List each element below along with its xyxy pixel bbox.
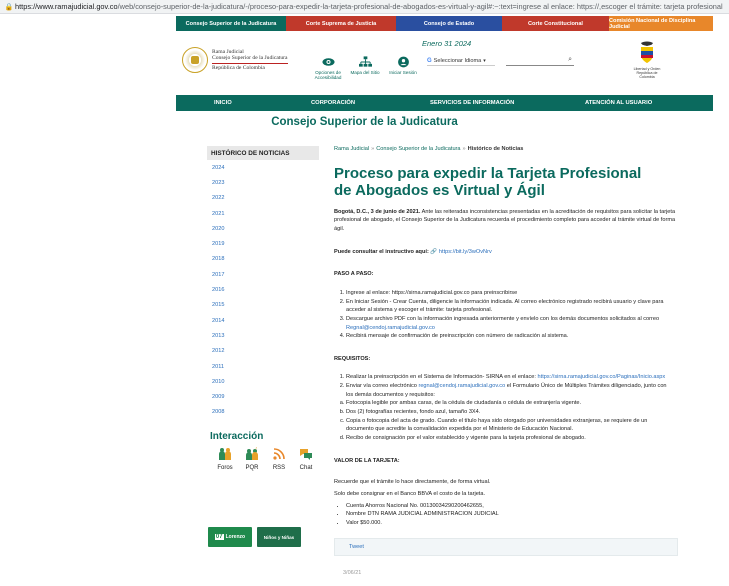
breadcrumb-separator-icon: » — [462, 146, 466, 152]
regnal-email-link[interactable]: regnal@cendoj.ramajudicial.gov.co — [418, 383, 506, 390]
logo-line-1: Rama Judicial — [212, 48, 244, 55]
list-item: c. Copia o fotocopia del acta de grado. Cuando el título haya sido otorgado por universidades extranjeras, se requiere de un documento que acredite la convalidación expedida por el Ministerio de Educación Nacional. — [346, 417, 674, 434]
breadcrumb-item-current: Histórico de Noticias — [467, 146, 524, 152]
language-selector[interactable] — [427, 57, 495, 66]
year-link[interactable]: 2014 — [212, 317, 225, 324]
user-icon — [397, 56, 410, 68]
sidebar-heading: HISTÓRICO DE NOTICIAS — [207, 146, 319, 160]
year-link[interactable]: 2017 — [212, 271, 225, 278]
search-icon[interactable]: ⌕ — [568, 56, 572, 63]
instructivo-line — [334, 248, 679, 257]
paso3-text: Descargue archivo PDF con la información ingresada anteriormente y envíelo con los demás documentos solicitados al correo — [346, 315, 660, 322]
year-link[interactable]: 2009 — [212, 394, 225, 401]
nav-atencion[interactable]: ATENCIÓN AL USUARIO — [585, 100, 653, 106]
valor-list — [334, 502, 674, 528]
breadcrumb-item-rama[interactable]: Rama Judicial — [334, 146, 370, 152]
topnav-item-comision-disciplina[interactable]: Comisión Nacional de Disciplina Judicial — [609, 16, 713, 31]
breadcrumb — [334, 146, 679, 156]
interaction-icons — [212, 447, 320, 471]
topnav-item-consejo-superior[interactable]: Consejo Superior de la Judicatura — [176, 16, 286, 31]
year-link[interactable]: 2021 — [212, 210, 225, 217]
requisitos-heading: REQUISITOS: — [334, 355, 371, 362]
sirna-link[interactable]: https://sirna.ramajudicial.gov.co/Paginas/Inicio.aspx — [537, 374, 666, 381]
rss-link[interactable] — [266, 447, 292, 471]
logo-line-2: Consejo Superior de la Judicatura — [212, 55, 288, 62]
interaction-heading: Interacción — [210, 431, 264, 442]
banner-ninos[interactable] — [257, 527, 301, 547]
accessibility-options[interactable] — [313, 56, 343, 80]
banner-lorenzo-label: Lorenzo — [225, 534, 246, 540]
list-item: a. Fotocopia legible por ambas caras, de la cédula de ciudadanía o cédula de extranjería vigente. — [346, 399, 674, 408]
lock-icon: 🔒 — [4, 3, 14, 11]
foros-label: Foros — [217, 465, 233, 471]
article-title: Proceso para expedir la Tarjeta Profesional de Abogados es Virtual y Ágil — [334, 165, 642, 199]
chat-label: Chat — [299, 465, 313, 471]
eye-icon — [322, 56, 335, 68]
nav-servicios[interactable]: SERVICIOS DE INFORMACIÓN — [430, 100, 515, 106]
url-host: https://www.ramajudicial.gov.co — [15, 2, 118, 11]
nav-inicio[interactable]: INICIO — [214, 100, 232, 106]
rss-icon — [272, 447, 286, 461]
req2-text-b: el Formulario Único de Múltiples Trámites diligenciado, junto con los demás documentos y requisitos: — [346, 383, 667, 398]
req2-text-a: Enviar vía correo electrónico — [346, 383, 419, 390]
valor-heading: VALOR DE LA TARJETA: — [334, 457, 400, 464]
year-link[interactable]: 2019 — [212, 241, 225, 248]
pqr-label: PQR — [245, 465, 259, 471]
requisitos-sublist — [334, 399, 674, 442]
banner-number: 07 — [215, 534, 223, 540]
year-link[interactable]: 2023 — [212, 179, 225, 186]
year-link[interactable]: 2016 — [212, 287, 225, 294]
colombia-badge — [632, 41, 662, 80]
news-history-sidebar — [207, 146, 319, 420]
nav-corporacion[interactable]: CORPORACIÓN — [311, 100, 356, 106]
site-title: Consejo Superior de la Judicatura — [271, 116, 458, 128]
site-map[interactable] — [350, 56, 380, 75]
language-label: Seleccionar Idioma — [433, 58, 482, 64]
article-content — [334, 146, 679, 528]
banner-lorenzo[interactable] — [208, 527, 252, 547]
year-link[interactable]: 2022 — [212, 195, 225, 202]
rss-label: RSS — [272, 465, 286, 471]
accessibility-label: Opciones de Accesibilidad — [314, 70, 342, 81]
pqr-link[interactable] — [239, 447, 265, 471]
login-label: Iniciar Sesión — [389, 70, 417, 75]
paso-heading: PASO A PASO: — [334, 271, 374, 278]
year-link[interactable]: 2024 — [212, 164, 225, 171]
list-item — [346, 373, 674, 382]
colombia-line-2: República de Colombia — [636, 70, 658, 79]
valor-paragraph-1: Recuerde que el trámite lo hace directamente, de forma virtual. — [334, 479, 491, 486]
list-item: • Cuenta Ahorros Nacional No. 00130034290200462655, — [346, 502, 674, 511]
topnav-item-corte-suprema[interactable]: Corte Suprema de Justicia — [286, 16, 396, 31]
year-link[interactable]: 2013 — [212, 332, 225, 339]
svg-text:?: ? — [255, 447, 258, 451]
colombia-line-1: Libertad y Orden — [633, 66, 661, 71]
sitemap-icon — [359, 56, 372, 68]
year-list — [207, 160, 319, 420]
list-item — [346, 382, 674, 399]
paso-list — [334, 289, 674, 341]
instructivo-link[interactable]: https://bit.ly/3wOvNrv — [438, 248, 492, 255]
list-item: 4. Recibirá mensaje de confirmación de preinscripción con número de radicación al sistema. — [346, 332, 674, 341]
valor-paragraph-2: Solo debe consignar en el Banco BBVA el costo de la tarjeta. — [334, 491, 486, 498]
year-link[interactable]: 2018 — [212, 256, 225, 263]
main-nav — [176, 95, 713, 111]
url-path: /web/consejo-superior-de-la-judicatura/-/proceso-para-expedir-la-tarjeta-profesional-de-abogados-es-virtual-y-agil#:~:text=ingrese al enlace: https://,escoger el trámite: tarjeta profesional — [117, 2, 723, 11]
publish-date: 3/06/21 — [343, 570, 362, 576]
list-item: • Nombre DTN RAMA JUDICIAL ADMINISTRACION JUDICIAL — [346, 510, 674, 519]
corporations-nav — [176, 16, 713, 31]
year-link[interactable]: 2010 — [212, 378, 225, 385]
topnav-item-corte-constitucional[interactable]: Corte Constitucional — [502, 16, 609, 31]
browser-url-bar[interactable] — [0, 0, 729, 14]
caret-down-icon: ▾ — [483, 58, 486, 64]
logo-line-3: República de Colombia — [212, 63, 288, 71]
requisitos-list — [334, 373, 674, 399]
instructivo-label: Puede consultar el instructivo aquí: — [334, 248, 429, 255]
breadcrumb-separator-icon: » — [371, 146, 375, 152]
rama-judicial-logo[interactable] — [182, 42, 304, 78]
breadcrumb-item-consejo[interactable]: Consejo Superior de la Judicatura — [376, 146, 461, 152]
google-g-icon: G — [427, 58, 432, 64]
regnal-email-link[interactable]: Regnal@cendoj.ramajudicial.gov.co — [346, 324, 435, 331]
req1-text: Realizar la preinscripción en el Sistema de Información- SIRNA en el enlace: — [346, 374, 538, 381]
chat-icon — [299, 447, 313, 461]
people-question-icon — [245, 447, 259, 461]
chat-link[interactable] — [293, 447, 319, 471]
people-icon — [218, 447, 232, 461]
colombia-crest-icon — [637, 41, 657, 65]
list-item: • Valor $50.000. — [346, 519, 674, 528]
topnav-item-consejo-estado[interactable]: Consejo de Estado — [396, 16, 502, 31]
list-item: 1. Ingrese al enlace: https://sirna.ramajudicial.gov.co para preinscribirse — [346, 289, 674, 298]
banner-ninos-label: Niños y Niñas — [263, 534, 295, 540]
list-item: 2. En Iniciar Sesión - Crear Cuenta, diligencie la información indicada. Al correo electrónico registrado recibirá usuario y clave para acceder al sistema y escoger el trámite: tarjeta profesional. — [346, 298, 674, 315]
year-link[interactable]: 2015 — [212, 302, 225, 309]
sitemap-label: Mapa del Sitio — [350, 70, 380, 75]
tweet-button[interactable]: Tweet — [334, 538, 678, 556]
link-icon: 🔗 — [430, 248, 438, 255]
judicial-seal-icon — [182, 47, 208, 73]
article-intro — [334, 208, 679, 234]
intro-text: Ante las reiteradas inconsistencias presentadas en la acreditación de requisitos para solicitar la tarjeta profesional de abogado, el Consejo Superior de la Judicatura recuerda el procedimiento completo para acceder al trámite virtual de forma ágil. — [334, 208, 676, 232]
year-link[interactable]: 2012 — [212, 348, 225, 355]
login[interactable] — [387, 56, 419, 75]
search-input[interactable] — [506, 57, 574, 66]
foros-link[interactable] — [212, 447, 238, 471]
year-link[interactable]: 2008 — [212, 409, 225, 416]
header-date: Enero 31 2024 — [422, 39, 472, 48]
list-item: d. Recibo de consignación por el valor establecido y vigente para la tarjeta profesional de abogado. — [346, 434, 674, 443]
list-item: b. Dos (2) fotografías recientes, fondo azul, tamaño 3X4. — [346, 408, 674, 417]
year-link[interactable]: 2020 — [212, 225, 225, 232]
intro-dateline: Bogotá, D.C., 3 de junio de 2021. — [334, 208, 421, 215]
list-item — [346, 315, 674, 332]
year-link[interactable]: 2011 — [212, 363, 225, 370]
